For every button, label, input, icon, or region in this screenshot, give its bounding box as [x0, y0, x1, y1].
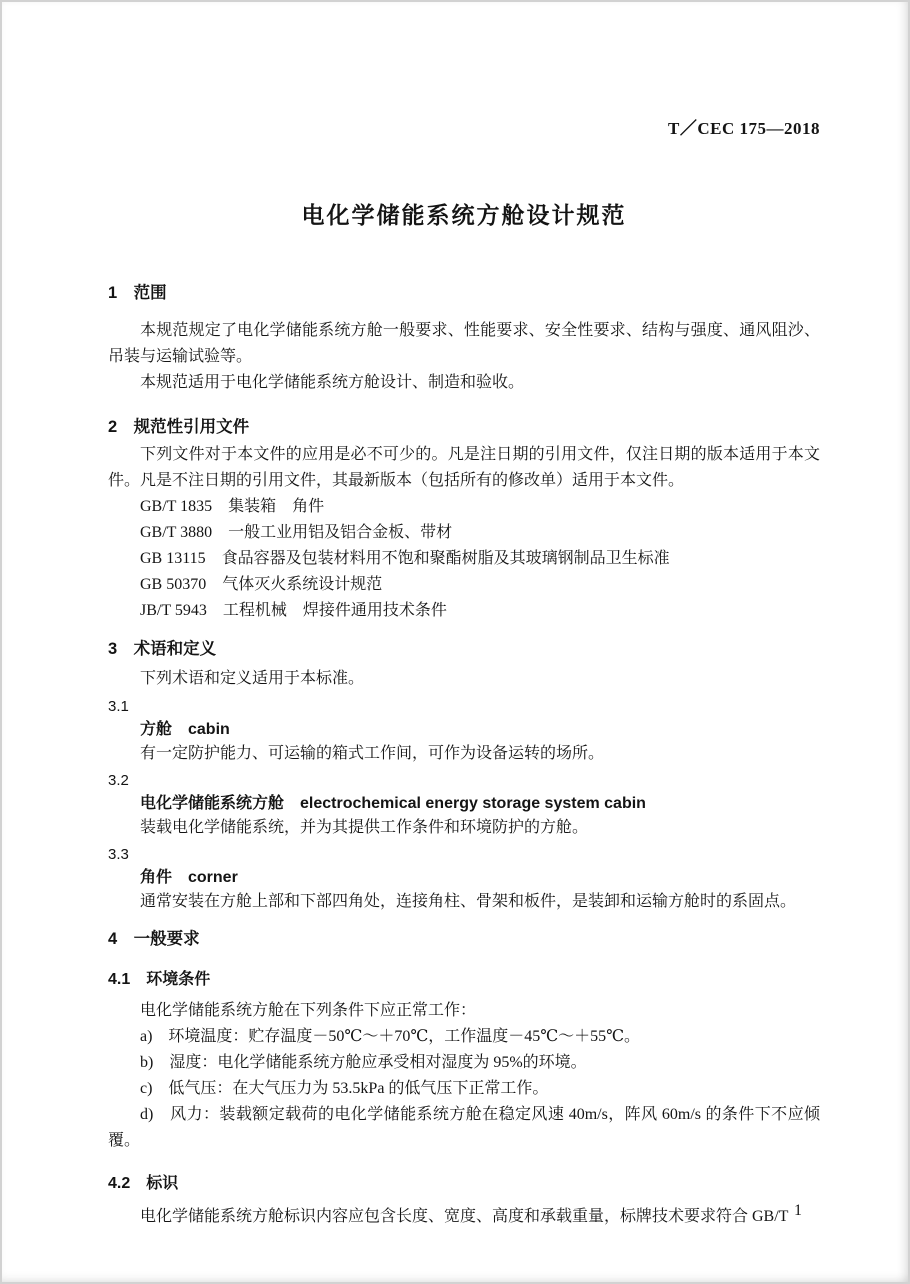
- reference-item: GB 50370 气体灭火系统设计规范: [140, 576, 383, 593]
- list-item-a: a) 环境温度：贮存温度－50℃～＋70℃，工作温度－45℃～＋55℃。: [140, 1028, 641, 1045]
- paragraph-normative-refs: 下列文件对于本文件的应用是必不可少的。凡是注日期的引用文件，仅注日期的版本适用于本文件。凡是不注日期的引用文件，其最新版本（包括所有的修改单）适用于本文件。: [108, 446, 820, 489]
- standard-code: T／CEC 175—2018: [668, 119, 820, 138]
- document-header: [108, 114, 820, 139]
- term-name: 角件 corner: [140, 869, 238, 886]
- page-number: 1: [794, 1202, 802, 1219]
- section-4-1-heading: 4.1 环境条件: [108, 971, 211, 988]
- term-block: [108, 770, 820, 840]
- document-title: 电化学储能系统方舱设计规范: [301, 202, 627, 228]
- term-definition: 装载电化学储能系统，并为其提供工作条件和环境防护的方舱。: [140, 819, 589, 836]
- term-block: [108, 844, 820, 914]
- term-definition: 有一定防护能力、可运输的箱式工作间，可作为设备运转的场所。: [140, 745, 605, 762]
- section-3-heading: 3 术语和定义: [108, 640, 217, 658]
- reference-item: GB/T 3880 一般工业用铝及铝合金板、带材: [140, 524, 453, 541]
- section-1-heading: 1 范围: [108, 284, 167, 302]
- paragraph-terms-intro: 下列术语和定义适用于本标准。: [140, 670, 365, 687]
- section-4-heading: 4 一般要求: [108, 930, 200, 948]
- reference-item: JB/T 5943 工程机械 焊接件通用技术条件: [140, 602, 447, 619]
- term-number: 3.1: [108, 698, 129, 715]
- term-definition: 通常安装在方舱上部和下部四角处，连接角柱、骨架和板件，是装卸和运输方舱时的系固点。: [140, 893, 797, 910]
- term-name: 电化学储能系统方舱 electrochemical energy storage system cabin: [140, 795, 646, 812]
- list-item-b: b) 湿度：电化学储能系统方舱应承受相对湿度为 95%的环境。: [140, 1054, 587, 1071]
- reference-item: GB 13115 食品容器及包装材料用不饱和聚酯树脂及其玻璃钢制品卫生标准: [140, 550, 670, 567]
- term-number: 3.3: [108, 846, 129, 863]
- list-item-c: c) 低气压：在大气压力为 53.5kPa 的低气压下正常工作。: [140, 1080, 549, 1097]
- term-number: 3.2: [108, 772, 129, 789]
- reference-item: GB/T 1835 集装箱 角件: [140, 498, 325, 515]
- section-4-2-heading: 4.2 标识: [108, 1175, 179, 1192]
- paragraph-scope-1: 本规范规定了电化学储能系统方舱一般要求、性能要求、安全性要求、结构与强度、通风阻沙、吊装与运输试验等。: [108, 322, 820, 365]
- section-2-heading: 2 规范性引用文件: [108, 418, 250, 436]
- term-name: 方舱 cabin: [140, 721, 230, 738]
- list-item-d: d) 风力：装载额定载荷的电化学储能系统方舱在稳定风速 40m/s，阵风 60m/s 的条件下不应倾覆。: [108, 1106, 820, 1149]
- paragraph-scope-2: 本规范适用于电化学储能系统方舱设计、制造和验收。: [140, 374, 525, 391]
- paragraph-env-intro: 电化学储能系统方舱在下列条件下应正常工作：: [140, 1002, 477, 1019]
- term-block: [108, 696, 820, 766]
- paragraph-marking: 电化学储能系统方舱标识内容应包含长度、宽度、高度和承载重量，标牌技术要求符合 GB/T: [140, 1208, 789, 1225]
